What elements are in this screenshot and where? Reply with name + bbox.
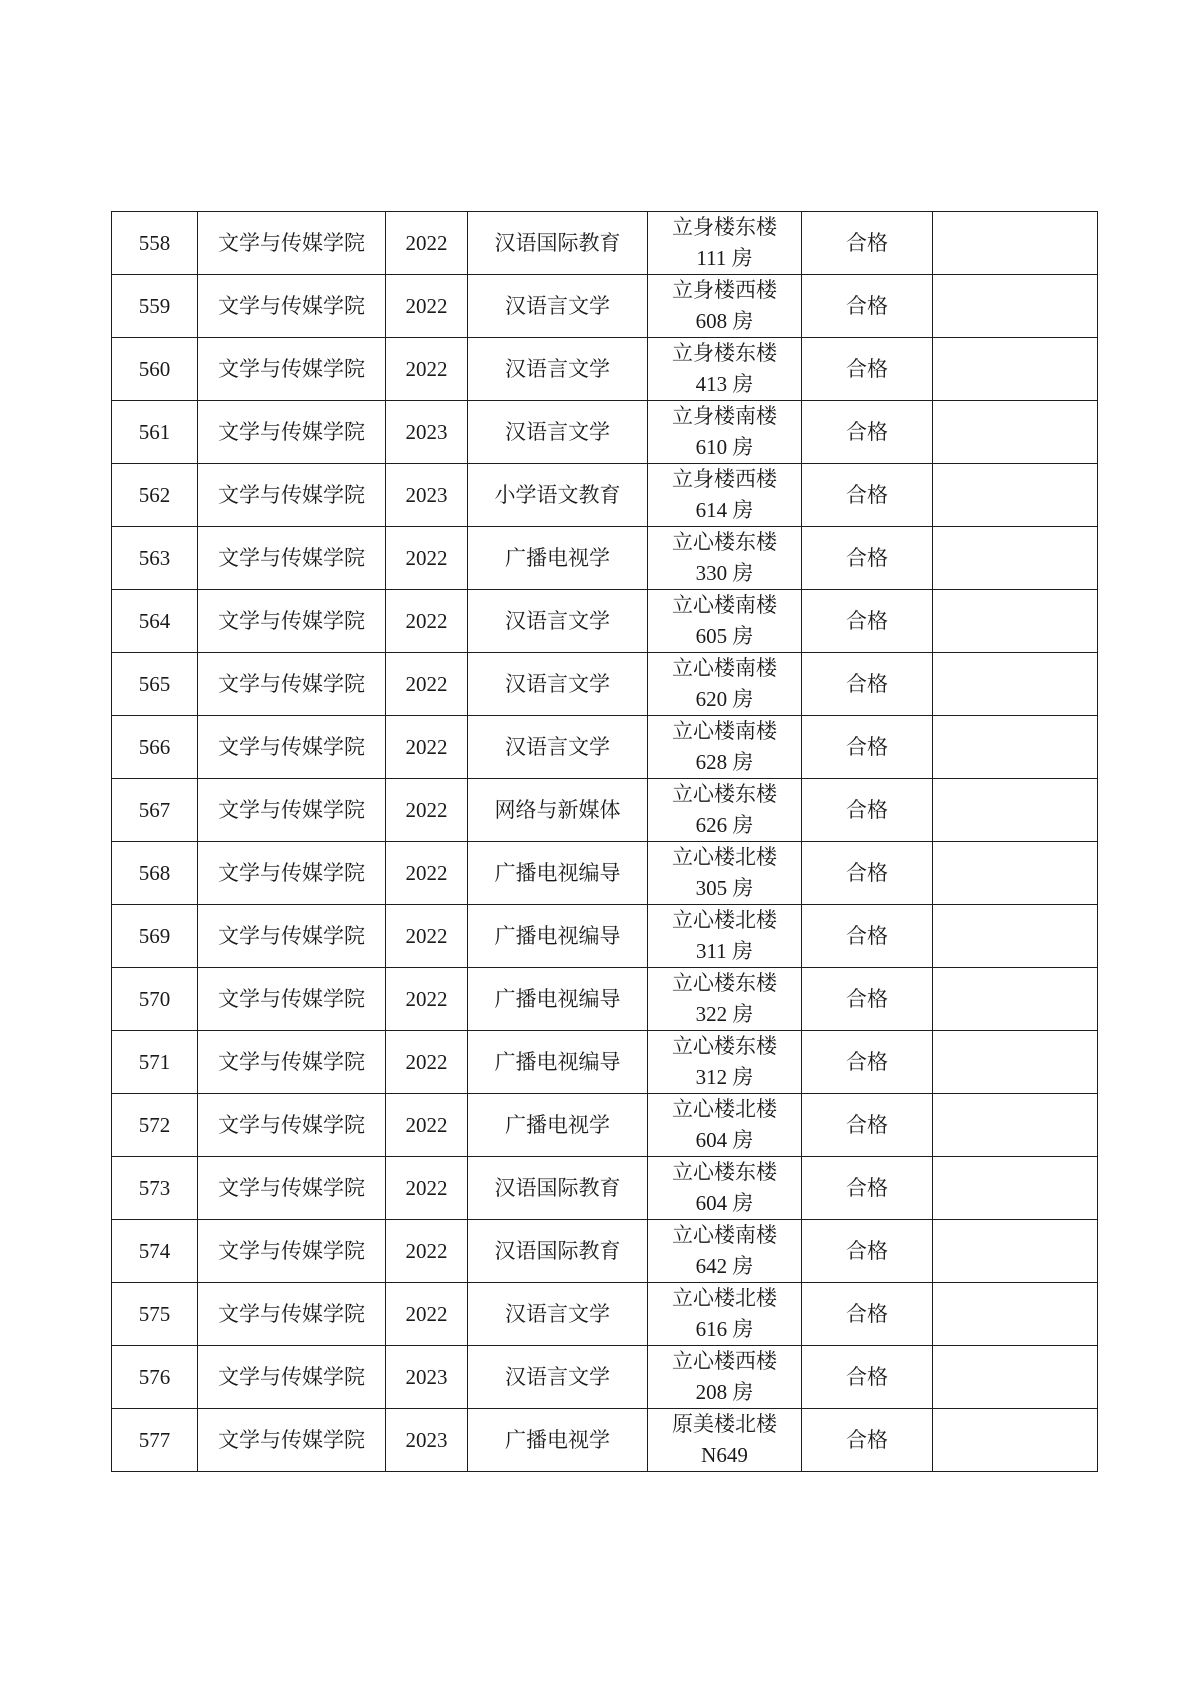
college-cell: 文学与传媒学院 — [198, 1094, 386, 1157]
row-number-cell: 574 — [112, 1220, 198, 1283]
major-cell: 广播电视编导 — [468, 968, 648, 1031]
dorm-room-number-text: 605 房 — [695, 624, 754, 648]
table-body — [112, 212, 1098, 1472]
enrollment-year-cell: 2022 — [386, 716, 468, 779]
table-row — [112, 527, 1098, 590]
inspection-result-cell: 合格 — [802, 212, 933, 275]
college-cell: 文学与传媒学院 — [198, 842, 386, 905]
enrollment-year-cell: 2022 — [386, 842, 468, 905]
college-cell: 文学与传媒学院 — [198, 401, 386, 464]
dorm-building-text: 立心楼南楼 — [672, 593, 777, 617]
dorm-room-number-text: 642 房 — [695, 1254, 754, 1278]
remarks-cell — [933, 1409, 1098, 1472]
dorm-building-text: 立心楼东楼 — [672, 971, 777, 995]
major-cell: 汉语国际教育 — [468, 1220, 648, 1283]
enrollment-year-cell: 2022 — [386, 590, 468, 653]
dorm-room-cell — [648, 1220, 802, 1283]
remarks-cell — [933, 968, 1098, 1031]
row-number-cell: 566 — [112, 716, 198, 779]
dorm-room-number-text: 604 房 — [695, 1191, 754, 1215]
inspection-result-cell: 合格 — [802, 779, 933, 842]
inspection-result-cell: 合格 — [802, 401, 933, 464]
row-number-cell: 569 — [112, 905, 198, 968]
dorm-room-cell — [648, 1283, 802, 1346]
inspection-result-cell: 合格 — [802, 1346, 933, 1409]
dorm-building-text: 立心楼南楼 — [672, 1223, 777, 1247]
row-number-cell: 577 — [112, 1409, 198, 1472]
table-row — [112, 968, 1098, 1031]
remarks-cell — [933, 212, 1098, 275]
row-number-cell: 575 — [112, 1283, 198, 1346]
major-cell: 广播电视编导 — [468, 1031, 648, 1094]
inspection-result-cell: 合格 — [802, 968, 933, 1031]
dorm-room-cell — [648, 401, 802, 464]
inspection-result-cell: 合格 — [802, 1220, 933, 1283]
inspection-result-cell: 合格 — [802, 1094, 933, 1157]
row-number-cell: 567 — [112, 779, 198, 842]
dorm-room-cell — [648, 338, 802, 401]
dorm-room-cell — [648, 212, 802, 275]
major-cell: 小学语文教育 — [468, 464, 648, 527]
dorm-building-text: 立身楼西楼 — [672, 278, 777, 302]
enrollment-year-cell: 2022 — [386, 1157, 468, 1220]
row-number-cell: 561 — [112, 401, 198, 464]
dorm-building-text: 立心楼北楼 — [672, 845, 777, 869]
table-row — [112, 1157, 1098, 1220]
college-cell: 文学与传媒学院 — [198, 527, 386, 590]
table-row — [112, 716, 1098, 779]
dorm-building-text: 立心楼东楼 — [672, 1034, 777, 1058]
major-cell: 广播电视编导 — [468, 905, 648, 968]
dorm-room-cell — [648, 1157, 802, 1220]
inspection-result-cell: 合格 — [802, 1283, 933, 1346]
remarks-cell — [933, 464, 1098, 527]
college-cell: 文学与传媒学院 — [198, 653, 386, 716]
table-row — [112, 905, 1098, 968]
row-number-cell: 562 — [112, 464, 198, 527]
dorm-building-text: 立心楼东楼 — [672, 530, 777, 554]
enrollment-year-cell: 2022 — [386, 779, 468, 842]
table-row — [112, 590, 1098, 653]
inspection-result-cell: 合格 — [802, 464, 933, 527]
dorm-room-number-text: 312 房 — [695, 1065, 754, 1089]
row-number-cell: 572 — [112, 1094, 198, 1157]
dorm-building-text: 立心楼东楼 — [672, 1160, 777, 1184]
college-cell: 文学与传媒学院 — [198, 275, 386, 338]
dorm-room-cell — [648, 716, 802, 779]
college-cell: 文学与传媒学院 — [198, 464, 386, 527]
table-row — [112, 401, 1098, 464]
table-row — [112, 1094, 1098, 1157]
enrollment-year-cell: 2023 — [386, 1346, 468, 1409]
remarks-cell — [933, 590, 1098, 653]
dorm-room-cell — [648, 1346, 802, 1409]
dorm-room-number-text: N649 — [701, 1443, 748, 1467]
row-number-cell: 564 — [112, 590, 198, 653]
remarks-cell — [933, 779, 1098, 842]
dorm-room-number-text: 413 房 — [695, 372, 754, 396]
dorm-room-number-text: 614 房 — [695, 498, 754, 522]
inspection-result-cell: 合格 — [802, 590, 933, 653]
major-cell: 网络与新媒体 — [468, 779, 648, 842]
row-number-cell: 573 — [112, 1157, 198, 1220]
inspection-result-cell: 合格 — [802, 653, 933, 716]
remarks-cell — [933, 275, 1098, 338]
dorm-room-number-text: 616 房 — [695, 1317, 754, 1341]
dorm-building-text: 立心楼西楼 — [672, 1349, 777, 1373]
remarks-cell — [933, 653, 1098, 716]
major-cell: 汉语言文学 — [468, 716, 648, 779]
table-row — [112, 275, 1098, 338]
row-number-cell: 559 — [112, 275, 198, 338]
row-number-cell: 565 — [112, 653, 198, 716]
row-number-cell: 576 — [112, 1346, 198, 1409]
remarks-cell — [933, 842, 1098, 905]
major-cell: 广播电视学 — [468, 527, 648, 590]
enrollment-year-cell: 2022 — [386, 1283, 468, 1346]
inspection-result-cell: 合格 — [802, 527, 933, 590]
enrollment-year-cell: 2022 — [386, 1094, 468, 1157]
major-cell: 汉语言文学 — [468, 275, 648, 338]
major-cell: 汉语言文学 — [468, 401, 648, 464]
major-cell: 汉语言文学 — [468, 338, 648, 401]
enrollment-year-cell: 2022 — [386, 275, 468, 338]
table-row — [112, 464, 1098, 527]
dorm-room-number-text: 311 房 — [696, 939, 753, 963]
inspection-result-cell: 合格 — [802, 275, 933, 338]
major-cell: 广播电视学 — [468, 1094, 648, 1157]
enrollment-year-cell: 2023 — [386, 464, 468, 527]
dorm-room-cell — [648, 1094, 802, 1157]
dorm-building-text: 原美楼北楼 — [672, 1412, 777, 1436]
dorm-building-text: 立心楼南楼 — [672, 719, 777, 743]
dorm-room-number-text: 620 房 — [695, 687, 754, 711]
remarks-cell — [933, 401, 1098, 464]
row-number-cell: 558 — [112, 212, 198, 275]
dorm-building-text: 立心楼北楼 — [672, 908, 777, 932]
enrollment-year-cell: 2022 — [386, 212, 468, 275]
table-row — [112, 779, 1098, 842]
dorm-room-number-text: 628 房 — [695, 750, 754, 774]
dorm-room-number-text: 330 房 — [695, 561, 754, 585]
dorm-room-number-text: 208 房 — [695, 1380, 754, 1404]
remarks-cell — [933, 1031, 1098, 1094]
dorm-room-cell — [648, 653, 802, 716]
college-cell: 文学与传媒学院 — [198, 716, 386, 779]
remarks-cell — [933, 905, 1098, 968]
dorm-building-text: 立心楼南楼 — [672, 656, 777, 680]
remarks-cell — [933, 1283, 1098, 1346]
dorm-room-cell — [648, 527, 802, 590]
row-number-cell: 571 — [112, 1031, 198, 1094]
row-number-cell: 570 — [112, 968, 198, 1031]
major-cell: 广播电视编导 — [468, 842, 648, 905]
inspection-result-cell: 合格 — [802, 1409, 933, 1472]
remarks-cell — [933, 1346, 1098, 1409]
remarks-cell — [933, 527, 1098, 590]
enrollment-year-cell: 2023 — [386, 401, 468, 464]
major-cell: 汉语言文学 — [468, 1283, 648, 1346]
college-cell: 文学与传媒学院 — [198, 1346, 386, 1409]
dorm-room-cell — [648, 275, 802, 338]
inspection-result-cell: 合格 — [802, 338, 933, 401]
dorm-room-cell — [648, 590, 802, 653]
row-number-cell: 563 — [112, 527, 198, 590]
dorm-building-text: 立心楼北楼 — [672, 1097, 777, 1121]
table-row — [112, 338, 1098, 401]
dorm-room-number-text: 305 房 — [695, 876, 754, 900]
inspection-result-cell: 合格 — [802, 716, 933, 779]
dorm-room-number-text: 604 房 — [695, 1128, 754, 1152]
dorm-building-text: 立心楼北楼 — [672, 1286, 777, 1310]
dorm-building-text: 立身楼南楼 — [672, 404, 777, 428]
major-cell: 汉语国际教育 — [468, 212, 648, 275]
college-cell: 文学与传媒学院 — [198, 905, 386, 968]
inspection-result-cell: 合格 — [802, 1157, 933, 1220]
college-cell: 文学与传媒学院 — [198, 1157, 386, 1220]
table-row — [112, 842, 1098, 905]
dorm-room-cell — [648, 464, 802, 527]
table-row — [112, 1346, 1098, 1409]
dorm-room-cell — [648, 968, 802, 1031]
dorm-room-cell — [648, 1409, 802, 1472]
enrollment-year-cell: 2022 — [386, 968, 468, 1031]
college-cell: 文学与传媒学院 — [198, 1031, 386, 1094]
college-cell: 文学与传媒学院 — [198, 338, 386, 401]
enrollment-year-cell: 2022 — [386, 527, 468, 590]
dorm-room-number-text: 111 房 — [696, 246, 753, 270]
table-row — [112, 1031, 1098, 1094]
inspection-result-cell: 合格 — [802, 842, 933, 905]
college-cell: 文学与传媒学院 — [198, 968, 386, 1031]
enrollment-year-cell: 2022 — [386, 338, 468, 401]
major-cell: 汉语言文学 — [468, 653, 648, 716]
dorm-room-cell — [648, 842, 802, 905]
enrollment-year-cell: 2022 — [386, 1220, 468, 1283]
table-row — [112, 1220, 1098, 1283]
college-cell: 文学与传媒学院 — [198, 212, 386, 275]
inspection-result-cell: 合格 — [802, 1031, 933, 1094]
dorm-room-number-text: 608 房 — [695, 309, 754, 333]
major-cell: 广播电视学 — [468, 1409, 648, 1472]
dorm-room-cell — [648, 905, 802, 968]
dorm-building-text: 立身楼西楼 — [672, 467, 777, 491]
dorm-building-text: 立心楼东楼 — [672, 782, 777, 806]
enrollment-year-cell: 2023 — [386, 1409, 468, 1472]
table-row — [112, 212, 1098, 275]
enrollment-year-cell: 2022 — [386, 1031, 468, 1094]
college-cell: 文学与传媒学院 — [198, 1409, 386, 1472]
row-number-cell: 568 — [112, 842, 198, 905]
major-cell: 汉语言文学 — [468, 1346, 648, 1409]
remarks-cell — [933, 1157, 1098, 1220]
college-cell: 文学与传媒学院 — [198, 590, 386, 653]
dorm-room-number-text: 322 房 — [695, 1002, 754, 1026]
inspection-results-table — [111, 211, 1098, 1472]
dorm-building-text: 立身楼东楼 — [672, 341, 777, 365]
dorm-room-number-text: 610 房 — [695, 435, 754, 459]
remarks-cell — [933, 716, 1098, 779]
major-cell: 汉语国际教育 — [468, 1157, 648, 1220]
table-row — [112, 1283, 1098, 1346]
enrollment-year-cell: 2022 — [386, 905, 468, 968]
remarks-cell — [933, 1220, 1098, 1283]
dorm-room-number-text: 626 房 — [695, 813, 754, 837]
dorm-room-cell — [648, 779, 802, 842]
dorm-room-cell — [648, 1031, 802, 1094]
enrollment-year-cell: 2022 — [386, 653, 468, 716]
table-row — [112, 1409, 1098, 1472]
college-cell: 文学与传媒学院 — [198, 1283, 386, 1346]
remarks-cell — [933, 1094, 1098, 1157]
major-cell: 汉语言文学 — [468, 590, 648, 653]
inspection-result-cell: 合格 — [802, 905, 933, 968]
college-cell: 文学与传媒学院 — [198, 779, 386, 842]
dorm-building-text: 立身楼东楼 — [672, 215, 777, 239]
table-row — [112, 653, 1098, 716]
remarks-cell — [933, 338, 1098, 401]
college-cell: 文学与传媒学院 — [198, 1220, 386, 1283]
row-number-cell: 560 — [112, 338, 198, 401]
